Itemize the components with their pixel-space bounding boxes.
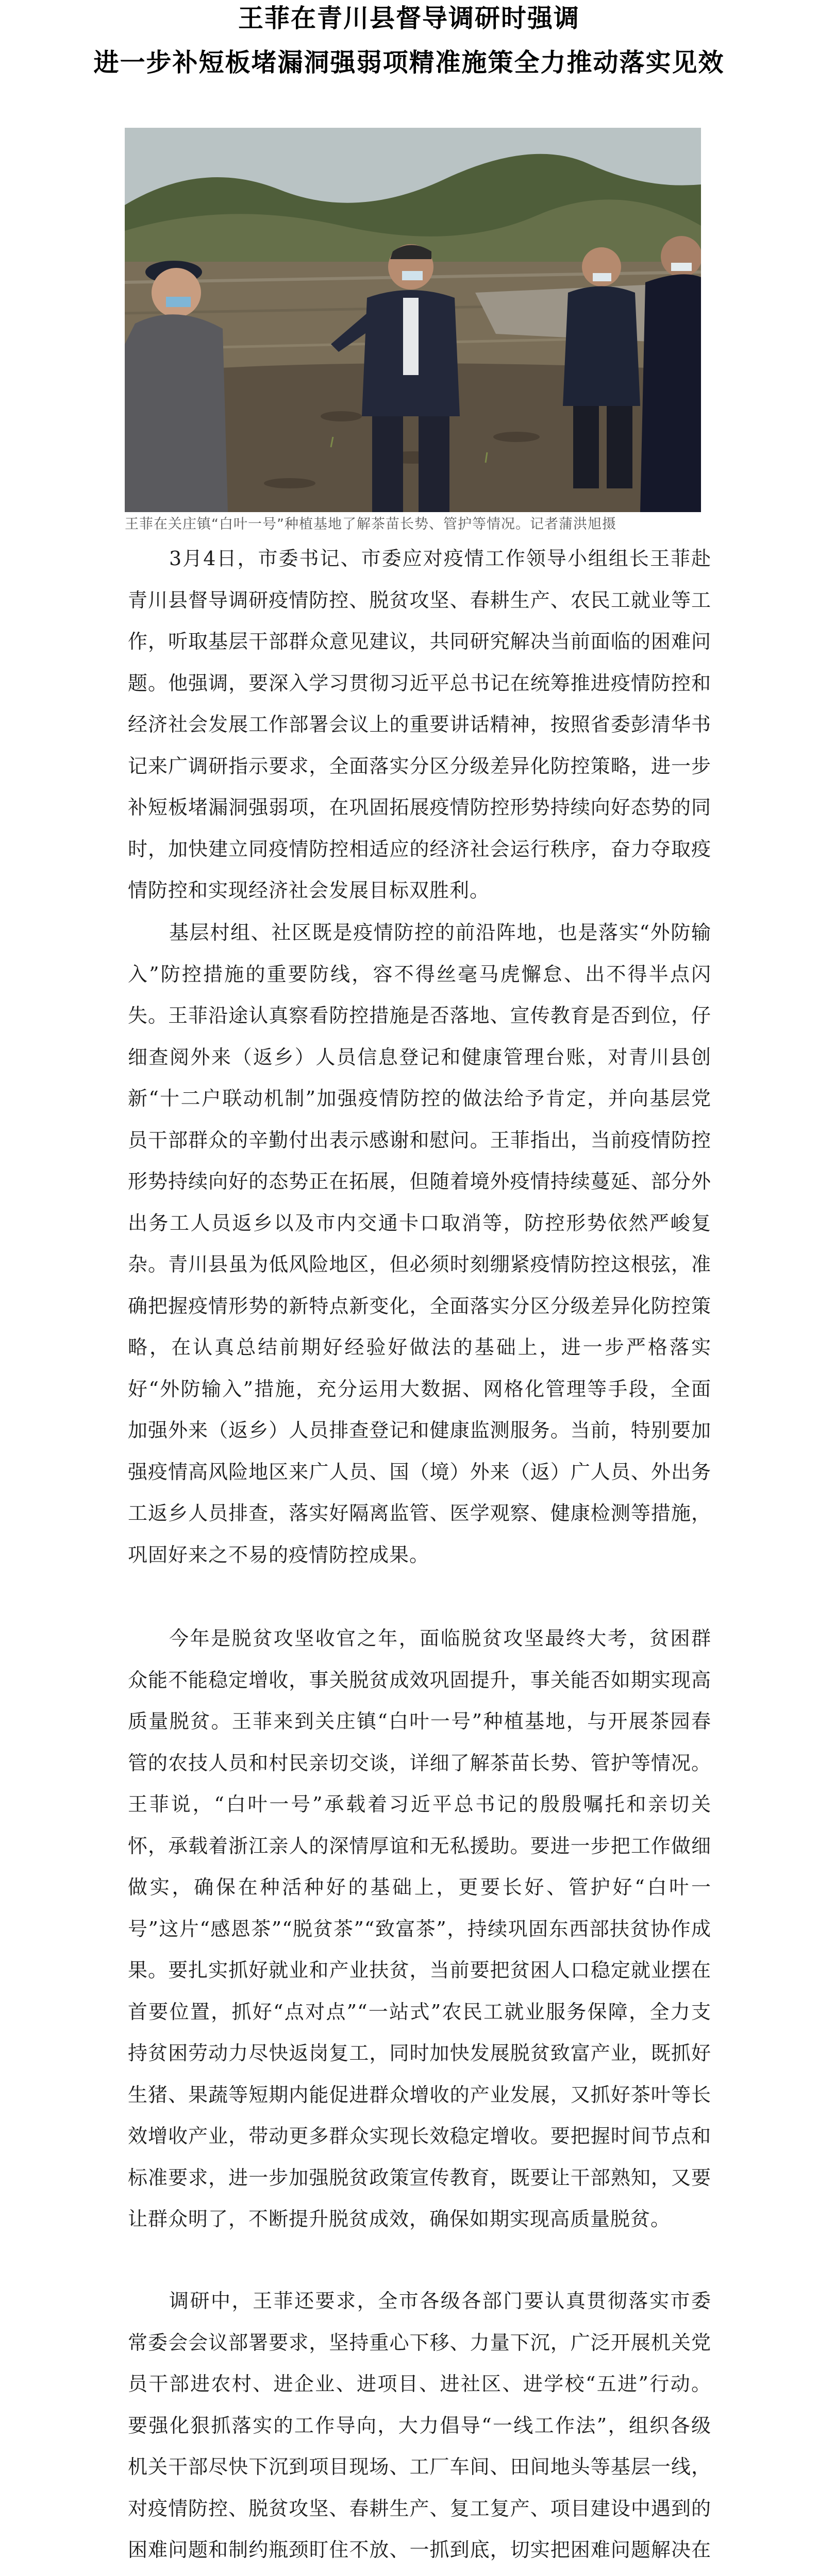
article-paragraph-3: 今年是脱贫攻坚收官之年，面临脱贫攻坚最终大考，贫困群众能不能稳定增收，事关脱贫成效巩固提升，事关能否如期实现高质量脱贫。王菲来到关庄镇“白叶一号”种植基地，与开展茶园春管的农技人员和村民亲切交谈，详细了解茶苗长势、管护等情况。王菲说，“白叶一号”承载着习近平总书记的殷殷嘱托和亲切关怀，承载着浙江亲人的深情厚谊和无私援助。要进一步把工作做细做实，确保在种活种好的基础上，更要长好、管护好“白叶一号”这片“感恩茶”“脱贫茶”“致富茶”，持续巩固东西部扶贫协作成果。要扎实抓好就业和产业扶贫，当前要把贫困人口稳定就业摆在首要位置，抓好“点对点”“一站式”农民工就业服务保障，全力支持贫困劳动力尽快返岗复工，同时加快发展脱贫致富产业，既抓好生猪、果蔬等短期内能促进群众增收的产业发展，又抓好茶叶等长效增收产业，带动更多群众实现长效稳定增收。要把握时间节点和标准要求，进一步加强脱贫政策宣传教育，既要让干部熟知，又要让群众明了，不断提升脱贫成效，确保如期实现高质量脱贫。 <box>128 1627 711 2230</box>
article-paragraph-4: 调研中，王菲还要求，全市各级各部门要认真贯彻落实市委常委会会议部署要求，坚持重心下移、力量下沉，广泛开展机关党员干部进农村、进企业、进项目、进社区、进学校“五进”行动。要强化狠抓落实的工作导向，大力倡导“一线工作法”，组织各级机关干部尽快下沉到项目现场、工厂车间、田间地头等基层一线，对疫情防控、脱贫攻坚、春耕生产、复工复产、项目建设中遇到的困难问题和制约瓶颈盯住不放、一抓到底，切实把困难问题解决在 <box>128 2290 711 2561</box>
article-paragraph-2: 基层村组、社区既是疫情防控的前沿阵地，也是落实“外防输入”防控措施的重要防线，容不得丝毫马虎懈怠、出不得半点闪失。王菲沿途认真察看防控措施是否落地、宣传教育是否到位，仔细查阅外来（返乡）人员信息登记和健康管理台账，对青川县创新“十二户联动机制”加强疫情防控的做法给予肯定，并向基层党员干部群众的辛勤付出表示感谢和慰问。王菲指出，当前疫情防控形势持续向好的态势正在拓展，但随着境外疫情持续蔓延、部分外出务工人员返乡以及市内交通卡口取消等，防控形势依然严峻复杂。青川县虽为低风险地区，但必须时刻绷紧疫情防控这根弦，准确把握疫情形势的新特点新变化，全面落实分区分级差异化防控策略，在认真总结前期好经验好做法的基础上，进一步严格落实好“外防输入”措施，充分运用大数据、网格化管理等手段，全面加强外来（返乡）人员排查登记和健康监测服务。当前，特别要加强疫情高风险地区来广人员、国（境）外来（返）广人员、外出务工返乡人员排查，落实好隔离监管、医学观察、健康检测等措施，巩固好来之不易的疫情防控成果。 <box>128 921 711 1566</box>
article-title: 王菲在青川县督导调研时强调 <box>238 4 580 33</box>
news-photo-drawing <box>125 128 701 512</box>
photo-caption: 王菲在关庄镇“白叶一号”种植基地了解茶苗长势、管护等情况。记者蒲洪旭摄 <box>125 516 616 532</box>
news-photo <box>125 128 701 512</box>
article-subtitle: 进一步补短板堵漏洞强弱项精准施策全力推动落实见效 <box>93 48 725 77</box>
article-paragraph-1: 3月4日，市委书记、市委应对疫情工作领导小组组长王菲赴青川县督导调研疫情防控、脱贫攻坚、春耕生产、农民工就业等工作，听取基层干部群众意见建议，共同研究解决当前面临的困难问题。他强调，要深入学习贯彻习近平总书记在统筹推进疫情防控和经济社会发展工作部署会议上的重要讲话精神，按照省委彭清华书记来广调研指示要求，全面落实分区分级差异化防控策略，进一步补短板堵漏洞强弱项，在巩固拓展疫情防控形势持续向好态势的同时，加快建立同疫情防控相适应的经济社会运行秩序，奋力夺取疫情防控和实现经济社会发展目标双胜利。 <box>128 547 711 902</box>
